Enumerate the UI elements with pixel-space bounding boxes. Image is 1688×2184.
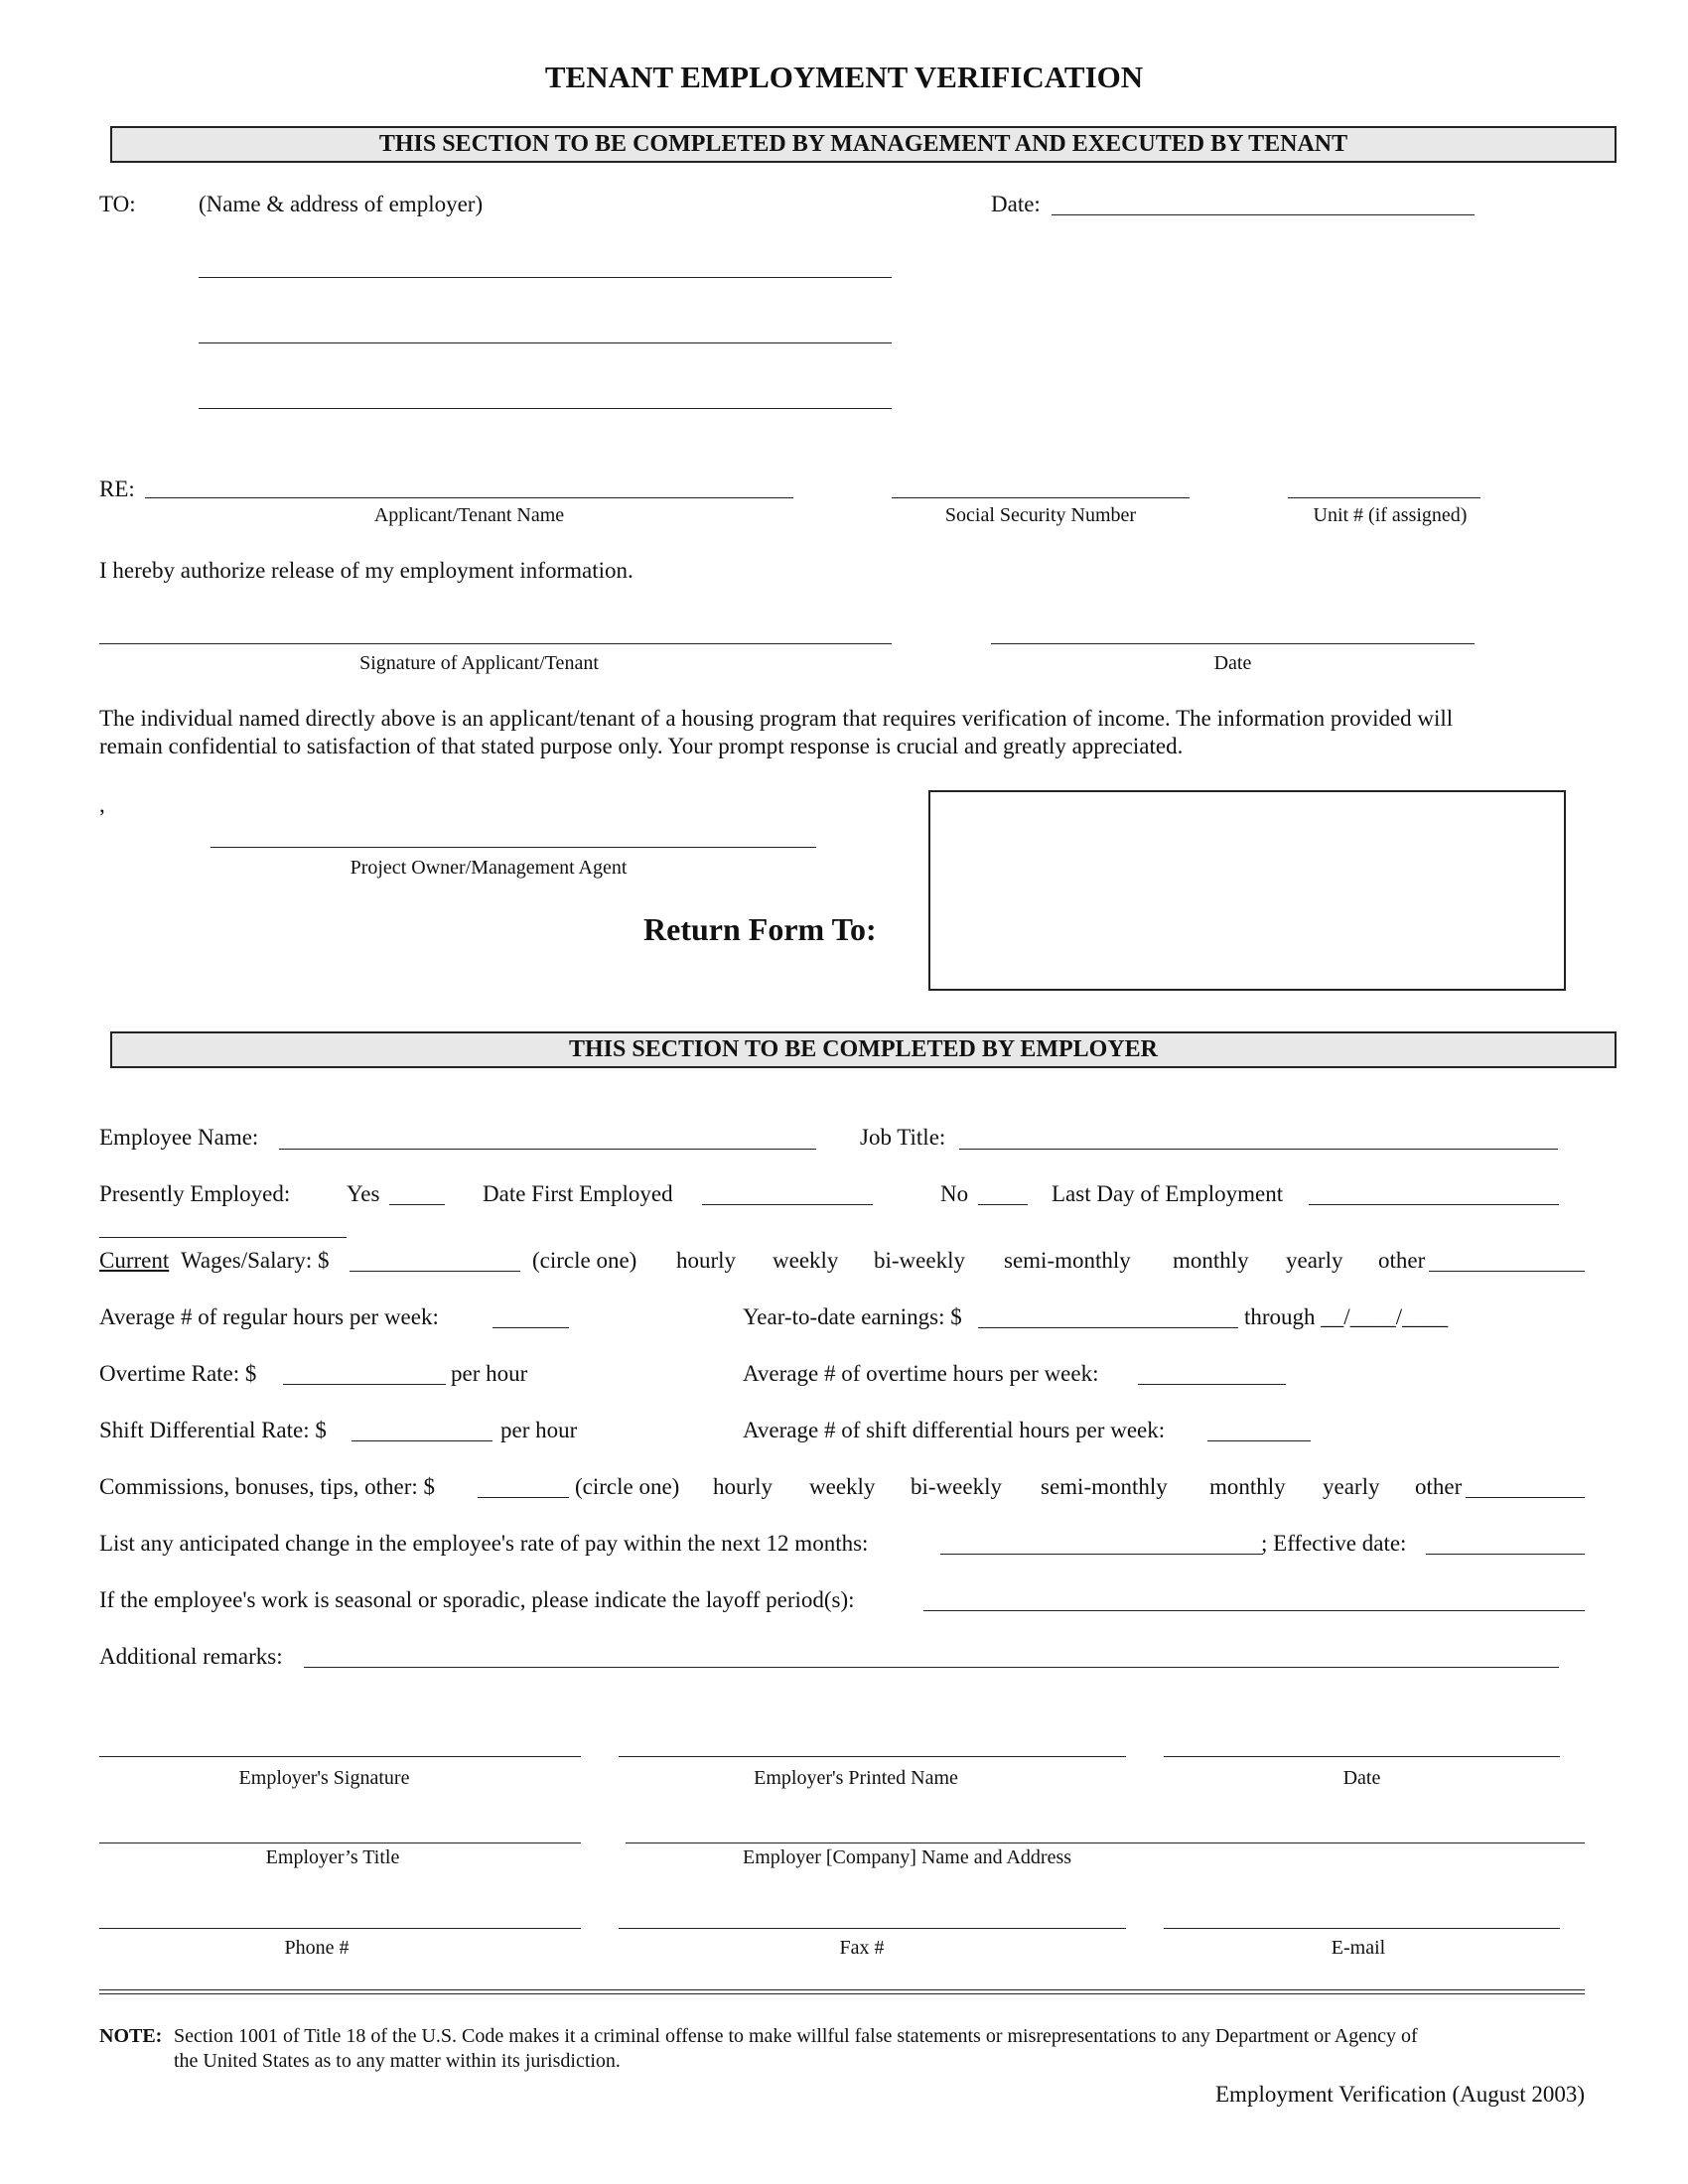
return-address-box[interactable] bbox=[928, 790, 1566, 991]
wages-other-field[interactable] bbox=[1429, 1271, 1585, 1272]
footer-form-id: Employment Verification (August 2003) bbox=[1215, 2082, 1585, 2107]
layoff-period-field[interactable] bbox=[923, 1610, 1585, 1611]
employer-address-line-1[interactable] bbox=[199, 277, 892, 278]
applicant-signature-field[interactable] bbox=[99, 643, 892, 644]
avg-overtime-label: Average # of overtime hours per week: bbox=[743, 1361, 1099, 1386]
job-title-label: Job Title: bbox=[860, 1125, 946, 1150]
avg-regular-hours-label: Average # of regular hours per week: bbox=[99, 1304, 439, 1329]
caption-signature: Signature of Applicant/Tenant bbox=[359, 652, 599, 674]
signature-date-field[interactable] bbox=[991, 643, 1475, 644]
commissions-amount-field[interactable] bbox=[478, 1497, 569, 1498]
avg-overtime-field[interactable] bbox=[1138, 1384, 1286, 1385]
return-form-label: Return Form To: bbox=[643, 911, 877, 947]
employer-hint: (Name & address of employer) bbox=[199, 192, 484, 216]
wages-salary-label: Wages/Salary: $ bbox=[181, 1248, 330, 1273]
paragraph-line-1: The individual named directly above is an applicant/tenant of a housing program that requires verification of income. The information provided will bbox=[99, 706, 1454, 731]
commissions-label: Commissions, bonuses, tips, other: $ bbox=[99, 1474, 435, 1499]
wages-freq-hourly[interactable]: hourly bbox=[676, 1248, 737, 1273]
employee-name-label: Employee Name: bbox=[99, 1125, 259, 1150]
commissions-freq-biweekly[interactable]: bi-weekly bbox=[911, 1474, 1002, 1499]
overtime-rate-label: Overtime Rate: $ bbox=[99, 1361, 257, 1386]
avg-regular-hours-field[interactable] bbox=[492, 1327, 569, 1328]
re-label: RE: bbox=[99, 477, 135, 501]
commissions-freq-yearly[interactable]: yearly bbox=[1323, 1474, 1380, 1499]
unit-field[interactable] bbox=[1288, 497, 1480, 498]
caption-employer-printed-name: Employer's Printed Name bbox=[754, 1767, 958, 1789]
date-label: Date: bbox=[991, 192, 1041, 216]
caption-employer-date: Date bbox=[1342, 1767, 1381, 1789]
employer-printed-name-field[interactable] bbox=[619, 1756, 1126, 1757]
wages-amount-field[interactable] bbox=[350, 1271, 520, 1272]
seasonal-label: If the employee's work is seasonal or sporadic, please indicate the layoff period(s): bbox=[99, 1587, 855, 1612]
shift-rate-field[interactable] bbox=[352, 1440, 492, 1441]
employer-address-line-3[interactable] bbox=[199, 408, 892, 409]
caption-employer-signature: Employer's Signature bbox=[238, 1767, 410, 1789]
no-field[interactable] bbox=[978, 1204, 1028, 1205]
caption-phone: Phone # bbox=[284, 1937, 350, 1959]
circle-one-label: (circle one) bbox=[532, 1248, 637, 1273]
ssn-field[interactable] bbox=[892, 497, 1190, 498]
ytd-earnings-label: Year-to-date earnings: $ bbox=[743, 1304, 962, 1329]
ytd-earnings-field[interactable] bbox=[978, 1327, 1238, 1328]
commissions-freq-other[interactable]: other bbox=[1415, 1474, 1463, 1499]
caption-signature-date: Date bbox=[1213, 652, 1252, 674]
last-day-field-continued[interactable] bbox=[99, 1237, 347, 1238]
last-day-field[interactable] bbox=[1309, 1204, 1559, 1205]
comma-mark: , bbox=[99, 792, 105, 817]
section-banner-management: THIS SECTION TO BE COMPLETED BY MANAGEMENT AND EXECUTED BY TENANT bbox=[110, 126, 1617, 163]
avg-shift-label: Average # of shift differential hours per week: bbox=[743, 1418, 1166, 1442]
wages-freq-other[interactable]: other bbox=[1378, 1248, 1426, 1273]
commissions-other-field[interactable] bbox=[1466, 1497, 1585, 1498]
date-first-employed-label: Date First Employed bbox=[483, 1181, 673, 1206]
email-field[interactable] bbox=[1164, 1928, 1560, 1929]
wages-freq-weekly[interactable]: weekly bbox=[773, 1248, 839, 1273]
wages-freq-biweekly[interactable]: bi-weekly bbox=[874, 1248, 965, 1273]
note-line-1: Section 1001 of Title 18 of the U.S. Code makes it a criminal offense to make willful false statements or misrepresentations to any Department or Agency of bbox=[174, 2025, 1418, 2047]
anticipated-change-label: List any anticipated change in the employee's rate of pay within the next 12 months: bbox=[99, 1531, 869, 1556]
employer-date-field[interactable] bbox=[1164, 1756, 1560, 1757]
wages-freq-yearly[interactable]: yearly bbox=[1286, 1248, 1343, 1273]
yes-field[interactable] bbox=[389, 1204, 445, 1205]
note-label: NOTE: bbox=[99, 2025, 163, 2047]
paragraph-line-2: remain confidential to satisfaction of that stated purpose only. Your prompt response is crucial and greatly appreciated. bbox=[99, 734, 1184, 758]
anticipated-change-field[interactable] bbox=[940, 1554, 1263, 1555]
employer-address-line-2[interactable] bbox=[199, 342, 892, 343]
additional-remarks-label: Additional remarks: bbox=[99, 1644, 283, 1669]
caption-applicant-name: Applicant/Tenant Name bbox=[373, 504, 565, 526]
date-field[interactable] bbox=[1052, 214, 1475, 215]
commissions-freq-hourly[interactable]: hourly bbox=[713, 1474, 774, 1499]
phone-field[interactable] bbox=[99, 1928, 581, 1929]
caption-employer-title: Employer’s Title bbox=[265, 1846, 400, 1868]
to-label: TO: bbox=[99, 192, 136, 216]
agent-signature-field[interactable] bbox=[211, 847, 816, 848]
caption-agent: Project Owner/Management Agent bbox=[350, 857, 628, 879]
commissions-freq-semimonthly[interactable]: semi-monthly bbox=[1041, 1474, 1168, 1499]
yes-label: Yes bbox=[347, 1181, 380, 1206]
effective-date-field[interactable] bbox=[1426, 1554, 1585, 1555]
caption-employer-company: Employer [Company] Name and Address bbox=[743, 1846, 1072, 1868]
date-first-employed-field[interactable] bbox=[702, 1204, 873, 1205]
applicant-name-field[interactable] bbox=[145, 497, 793, 498]
page-title: TENANT EMPLOYMENT VERIFICATION bbox=[544, 60, 1144, 94]
no-label: No bbox=[940, 1181, 969, 1206]
presently-employed-label: Presently Employed: bbox=[99, 1181, 291, 1206]
fax-field[interactable] bbox=[619, 1928, 1126, 1929]
caption-email: E-mail bbox=[1331, 1937, 1386, 1959]
overtime-rate-field[interactable] bbox=[283, 1384, 446, 1385]
overtime-per-hour-label: per hour bbox=[451, 1361, 528, 1386]
commissions-freq-monthly[interactable]: monthly bbox=[1209, 1474, 1286, 1499]
section-banner-employer: THIS SECTION TO BE COMPLETED BY EMPLOYER bbox=[110, 1031, 1617, 1068]
effective-date-label: ; Effective date: bbox=[1261, 1531, 1407, 1556]
employee-name-field[interactable] bbox=[279, 1149, 816, 1150]
ytd-through-label[interactable]: through __/____/____ bbox=[1244, 1304, 1449, 1329]
caption-fax: Fax # bbox=[839, 1937, 885, 1959]
avg-shift-field[interactable] bbox=[1207, 1440, 1311, 1441]
shift-rate-label: Shift Differential Rate: $ bbox=[99, 1418, 327, 1442]
caption-unit: Unit # (if assigned) bbox=[1313, 504, 1468, 526]
note-line-2: the United States as to any matter within its jurisdiction. bbox=[174, 2050, 621, 2072]
wages-freq-monthly[interactable]: monthly bbox=[1173, 1248, 1249, 1273]
caption-ssn: Social Security Number bbox=[944, 504, 1137, 526]
commissions-circle-one: (circle one) bbox=[575, 1474, 680, 1499]
authorize-text: I hereby authorize release of my employment information. bbox=[99, 558, 633, 583]
employer-signature-field[interactable] bbox=[99, 1756, 581, 1757]
shift-per-hour-label: per hour bbox=[500, 1418, 578, 1442]
wages-freq-semimonthly[interactable]: semi-monthly bbox=[1004, 1248, 1131, 1273]
current-label: Current bbox=[99, 1248, 170, 1273]
last-day-label: Last Day of Employment bbox=[1052, 1181, 1284, 1206]
commissions-freq-weekly[interactable]: weekly bbox=[809, 1474, 876, 1499]
job-title-field[interactable] bbox=[959, 1149, 1558, 1150]
additional-remarks-field[interactable] bbox=[304, 1667, 1559, 1668]
double-rule-divider bbox=[99, 1989, 1585, 1994]
